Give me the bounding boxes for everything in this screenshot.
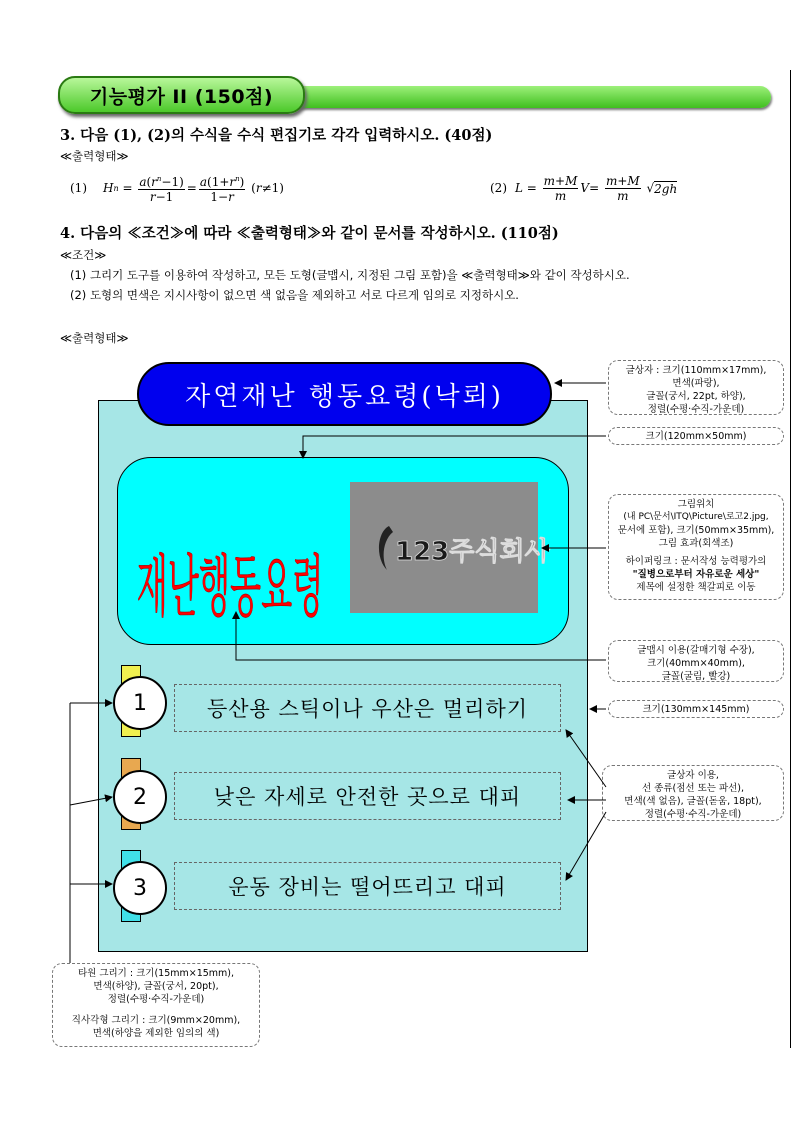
logo-text: 123주식회사 (395, 536, 550, 567)
equation-1: (1) H n = $\frac{a(r^n-1)}{r-1}$ = $\frac{a(1+r^n)}{1-r}$ ( r ≠1) (70, 172, 284, 204)
equation-2: (2) L = $\frac{m+M}{m}$ V = $\frac{m+M}{m}$ √ 2gh (490, 173, 678, 203)
note-line: 제목에 설정한 책갈피로 이동 (636, 582, 756, 593)
wordart-text: 재난행동요령 (136, 548, 324, 627)
step-2-circle: 2 (113, 770, 167, 824)
arrow-inner-box (303, 436, 606, 458)
q4-output-label: ≪출력형태≫ (60, 331, 129, 345)
note-line: 하이퍼링크 : 문서작성 능력평가의 (625, 556, 767, 567)
note-line: 타원 그리기 : 크기(15mm×15mm), (77, 968, 235, 979)
step-1-circle: 1 (113, 676, 167, 730)
note-line: 크기(40mm×40mm), (647, 658, 745, 669)
note-line: 그림위치 (677, 499, 715, 510)
arrow-step-3 (566, 812, 606, 880)
step-1-text: 등산용 스틱이나 우산은 멀리하기 (174, 684, 561, 732)
note-line: 면색(하양), 글꼴(궁서, 20pt), (93, 981, 219, 992)
eq2-label: (2) (490, 181, 507, 195)
eq1-label: (1) (70, 181, 87, 195)
q4-cond-2: (2) 도형의 면색은 지시사항이 없으면 색 없음을 제외하고 서로 다르게 임의로 지정하시오. (70, 288, 519, 302)
note-line: 선 종류(점선 또는 파선), (641, 783, 745, 794)
q4-cond-1: (1) 그리기 도구를 이용하여 작성하고, 모든 도형(글맵시, 지정된 그림 포함)을 ≪출력형태≫와 같이 작성하시오. (70, 268, 630, 282)
step-3-text: 운동 장비는 떨어뜨리고 대피 (174, 862, 561, 910)
q3-title: 3. 다음 (1), (2)의 수식을 수식 편집기로 각각 입력하시오. (40점) (60, 127, 493, 144)
note-line: 직사각형 그리기 : 크기(9mm×20mm), (71, 1015, 241, 1026)
note-line: 글상자 : 크기(110mm×17mm), (625, 365, 767, 376)
note-line: 글꼴(굴림, 빨강) (661, 671, 731, 682)
note-line: 면색(색 없음), 글꼴(돋움, 18pt), (624, 796, 762, 807)
note-line: 정렬(수평·수직-가운데) (647, 404, 745, 415)
note-line: 면색(파랑), (672, 378, 720, 389)
note-line: 글상자 이용, (667, 770, 719, 781)
note-line: 면색(하양을 제외한 임의의 색) (92, 1028, 220, 1039)
note-line: 크기(130mm×145mm) (642, 704, 750, 715)
note-line: 문서에 포함), 크기(50mm×35mm), (617, 525, 775, 536)
note-line: (내 PC\문서\ITQ\Picture\로고2.jpg, (623, 512, 769, 522)
note-line: 크기(120mm×50mm) (645, 431, 747, 442)
arrow-wordart (236, 612, 606, 660)
note-line: 그림 효과(회색조) (658, 538, 734, 549)
section-title: 기능평가 II (150점) (58, 76, 305, 114)
step-2-text: 낮은 자세로 안전한 곳으로 대피 (174, 772, 561, 820)
arrow-step-1 (566, 730, 606, 787)
note-line-bold: "질병으로부터 자유로운 세상" (632, 569, 760, 580)
step-3-circle: 3 (113, 861, 167, 915)
note-line: 정렬(수평·수직-가운데) (644, 809, 742, 820)
note-line: 정렬(수평·수직-가운데) (107, 994, 205, 1005)
note-line: 글꼴(궁서, 22pt, 하양), (646, 391, 746, 402)
q3-output-label: ≪출력형태≫ (60, 149, 129, 163)
arrow-shape-2 (70, 797, 112, 805)
q4-title: 4. 다음의 ≪조건≫에 따라 ≪출력형태≫와 같이 문서를 작성하시오. (110점) (60, 225, 559, 242)
note-line: 글맵시 이용(갈매기형 수장), (637, 645, 755, 656)
q4-cond-label: ≪조건≫ (60, 248, 107, 262)
diagram-title: 자연재난 행동요령(낙뢰) (137, 362, 552, 426)
